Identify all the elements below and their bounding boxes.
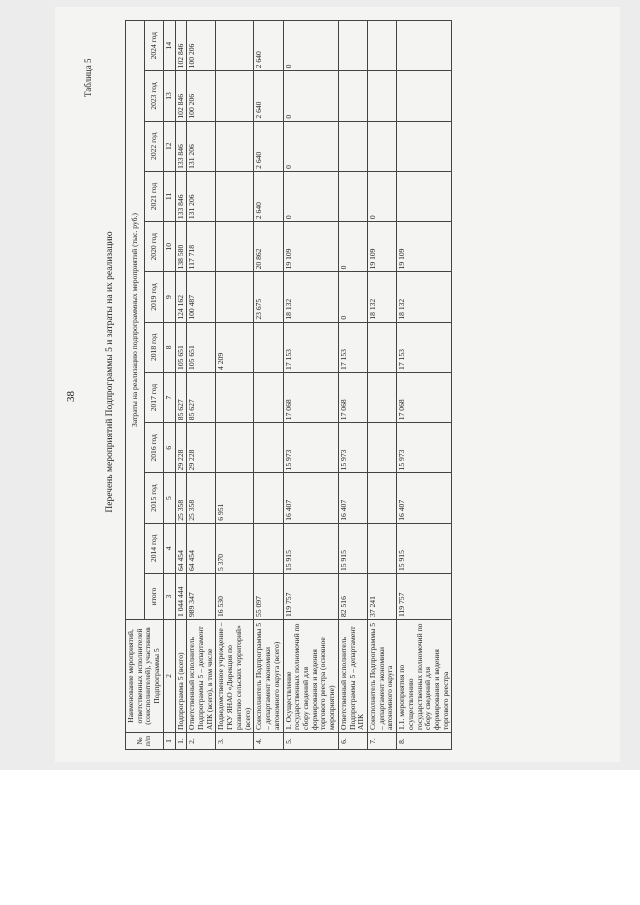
row-number: 4. [254, 733, 283, 750]
row-number: 6. [338, 733, 367, 750]
header-no: № п/п [126, 733, 164, 750]
cost-cell: 0 [338, 222, 367, 272]
cost-cell: 124 162 [175, 272, 187, 322]
cost-cell: 0 [338, 272, 367, 322]
header-year: 2016 год [144, 423, 163, 473]
cost-cell [397, 121, 452, 171]
column-number: 9 [163, 272, 175, 322]
header-year: 2021 год [144, 171, 163, 221]
cost-cell: 100 206 [187, 71, 216, 121]
cost-cell: 17 068 [397, 372, 452, 422]
column-number: 3 [163, 574, 175, 620]
cost-cell [397, 21, 452, 71]
cost-cell [338, 121, 367, 171]
cost-cell: 2 640 [254, 71, 283, 121]
cost-cell: 4 209 [216, 322, 254, 372]
cost-cell: 29 228 [175, 423, 187, 473]
cost-cell [216, 222, 254, 272]
cost-cell: 100 487 [187, 272, 216, 322]
cost-cell: 17 153 [397, 322, 452, 372]
column-number: 6 [163, 423, 175, 473]
cost-cell: 19 109 [283, 222, 338, 272]
row-name: 1.1. мероприятия по осуществлению государственных полномочий по сбору сведений для формирования и ведения торгового реестра [397, 620, 452, 733]
column-number: 1 [163, 733, 175, 750]
cost-cell: 19 109 [397, 222, 452, 272]
cost-cell: 18 132 [397, 272, 452, 322]
table-row [283, 21, 338, 750]
column-number: 7 [163, 372, 175, 422]
row-number: 8. [397, 733, 452, 750]
row-number: 7. [367, 733, 396, 750]
cost-cell: 0 [283, 21, 338, 71]
row-name: 1. Осуществление государственных полномочий по сбору сведений для формирования и ведения торгового реестра (основное мероприятие) [283, 620, 338, 733]
cost-cell: 0 [367, 171, 396, 221]
row-name: Соисполнитель Подпрограммы 5 – департамент экономики автономного округа [367, 620, 396, 733]
cost-cell: 2 640 [254, 21, 283, 71]
row-number: 5. [283, 733, 338, 750]
header-year: 2022 год [144, 121, 163, 171]
cost-cell: 37 241 [367, 574, 396, 620]
row-name: Ответственный исполнитель Подпрограммы 5 – департамент АПК [338, 620, 367, 733]
cost-cell: 133 846 [175, 121, 187, 171]
column-number: 4 [163, 523, 175, 573]
cost-cell [216, 21, 254, 71]
header-year: 2023 год [144, 71, 163, 121]
cost-cell [216, 372, 254, 422]
table-row [216, 21, 254, 750]
cost-cell: 2 640 [254, 121, 283, 171]
cost-cell [367, 71, 396, 121]
cost-cell [397, 71, 452, 121]
cost-cell: 15 973 [397, 423, 452, 473]
cost-cell: 102 846 [175, 71, 187, 121]
header-year: 2019 год [144, 272, 163, 322]
cost-cell: 133 846 [175, 171, 187, 221]
cost-cell: 25 358 [187, 473, 216, 523]
header-year: 2017 год [144, 372, 163, 422]
cost-cell: 64 454 [187, 523, 216, 573]
column-number: 11 [163, 171, 175, 221]
header-year: 2024 год [144, 21, 163, 71]
row-name: Ответственный исполнитель Подпрограммы 5 – департамент АПК (всего), в том числе [187, 620, 216, 733]
cost-cell [254, 322, 283, 372]
column-number: 2 [163, 620, 175, 733]
cost-cell: 5 370 [216, 523, 254, 573]
cost-cell: 15 915 [283, 523, 338, 573]
column-number: 13 [163, 71, 175, 121]
cost-cell: 25 358 [175, 473, 187, 523]
header-year: 2014 год [144, 523, 163, 573]
cost-cell: 15 973 [283, 423, 338, 473]
cost-cell [338, 21, 367, 71]
cost-cell: 100 206 [187, 21, 216, 71]
cost-cell: 85 627 [187, 372, 216, 422]
cost-cell: 2 640 [254, 171, 283, 221]
table-row [254, 21, 283, 750]
row-number: 1. [175, 733, 187, 750]
cost-cell: 23 675 [254, 272, 283, 322]
cost-cell: 105 651 [175, 322, 187, 372]
cost-cell: 138 580 [175, 222, 187, 272]
cost-cell: 0 [283, 121, 338, 171]
table-row [187, 21, 216, 750]
header-year: 2015 год [144, 473, 163, 523]
cost-cell: 15 915 [397, 523, 452, 573]
header-name: Наименование мероприятий, ответственных исполнителей (соисполнителей), участников Подпрограммы 5 [126, 620, 164, 733]
page-number: 38 [65, 391, 77, 402]
table-row [367, 21, 396, 750]
cost-cell [216, 423, 254, 473]
cost-cell [367, 473, 396, 523]
cost-cell: 16 407 [283, 473, 338, 523]
header-total: итого [144, 574, 163, 620]
cost-cell [216, 171, 254, 221]
cost-cell: 989 347 [187, 574, 216, 620]
row-name: Подпрограмма 5 (всего) [175, 620, 187, 733]
cost-cell: 102 846 [175, 21, 187, 71]
cost-cell: 16 530 [216, 574, 254, 620]
cost-cell [367, 423, 396, 473]
cost-cell [338, 71, 367, 121]
table-row [397, 21, 452, 750]
cost-cell: 64 454 [175, 523, 187, 573]
cost-cell: 17 153 [283, 322, 338, 372]
cost-cell [254, 423, 283, 473]
cost-cell [216, 121, 254, 171]
cost-cell [254, 473, 283, 523]
row-number: 2. [187, 733, 216, 750]
cost-cell: 19 109 [367, 222, 396, 272]
cost-cell [338, 171, 367, 221]
cost-cell: 0 [283, 71, 338, 121]
cost-cell: 17 068 [338, 372, 367, 422]
cost-cell: 131 206 [187, 121, 216, 171]
column-number: 5 [163, 473, 175, 523]
cost-cell: 20 862 [254, 222, 283, 272]
cost-cell [254, 523, 283, 573]
table-row [175, 21, 187, 750]
header-year: 2018 год [144, 322, 163, 372]
cost-cell: 16 407 [397, 473, 452, 523]
column-number: 10 [163, 222, 175, 272]
cost-cell [367, 523, 396, 573]
cost-cell: 117 718 [187, 222, 216, 272]
cost-cell [216, 71, 254, 121]
cost-cell: 29 228 [187, 423, 216, 473]
cost-cell: 131 206 [187, 171, 216, 221]
cost-cell: 18 132 [283, 272, 338, 322]
cost-cell: 15 915 [338, 523, 367, 573]
cost-cell: 119 757 [283, 574, 338, 620]
cost-cell: 18 132 [367, 272, 396, 322]
cost-cell: 82 516 [338, 574, 367, 620]
cost-cell: 105 651 [187, 322, 216, 372]
rotated-document-page [55, 7, 620, 762]
column-number: 12 [163, 121, 175, 171]
cost-cell: 1 044 444 [175, 574, 187, 620]
cost-cell: 17 153 [338, 322, 367, 372]
header-year: 2020 год [144, 222, 163, 272]
table-label: Таблица 5 [83, 58, 93, 97]
cost-cell: 16 407 [338, 473, 367, 523]
row-name: Подведомственное учреждение – ГКУ ЯНАО «Дирекция по развитию сельских территорий» (всего) [216, 620, 254, 733]
cost-cell [367, 322, 396, 372]
row-name: Соисполнитель Подпрограммы 5 – департамент экономики автономного округа (всего) [254, 620, 283, 733]
cost-cell [367, 121, 396, 171]
cost-cell [254, 372, 283, 422]
cost-cell [397, 171, 452, 221]
table-row [338, 21, 367, 750]
column-number: 14 [163, 21, 175, 71]
costs-table [125, 20, 452, 750]
cost-cell: 85 627 [175, 372, 187, 422]
cost-cell [367, 21, 396, 71]
cost-cell: 17 068 [283, 372, 338, 422]
cost-cell [367, 372, 396, 422]
cost-cell: 119 757 [397, 574, 452, 620]
cost-cell: 6 951 [216, 473, 254, 523]
cost-cell [216, 272, 254, 322]
header-costs: Затраты на реализацию подпрограммных мероприятий (тыс. руб.) [126, 21, 145, 620]
cost-cell: 0 [283, 171, 338, 221]
table-caption: Перечень мероприятий Подпрограммы 5 и затраты на их реализацию [105, 231, 115, 513]
cost-cell: 55 097 [254, 574, 283, 620]
cost-cell: 15 973 [338, 423, 367, 473]
column-number: 8 [163, 322, 175, 372]
row-number: 3. [216, 733, 254, 750]
